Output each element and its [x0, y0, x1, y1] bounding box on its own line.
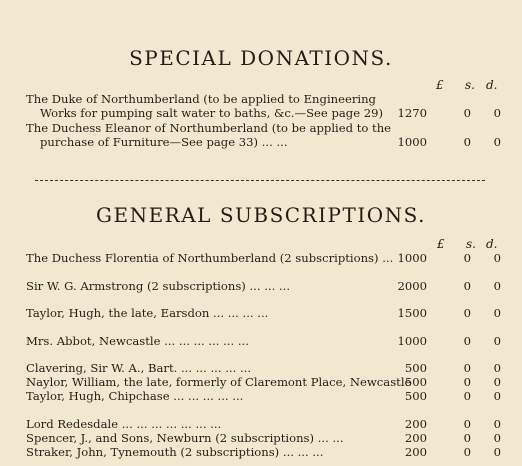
amount-pence: 0: [493, 279, 501, 293]
amount-pence: 0: [493, 251, 501, 265]
amount-pence: 0: [493, 306, 501, 320]
amount-pounds: 500: [404, 361, 427, 375]
amount-pounds: 500: [404, 375, 427, 389]
subscription-row: [0, 417, 522, 431]
amount-pounds: 500: [404, 389, 427, 403]
pence-column-header: d.: [486, 78, 498, 92]
amount-shillings: 0: [463, 445, 471, 459]
shillings-column-header: s.: [466, 237, 476, 251]
amount-pounds: 200: [404, 445, 427, 459]
shillings-column-header: s.: [465, 78, 475, 92]
special-entry-line: [0, 121, 522, 135]
subscriber-name: The Duchess Florentia of Northumberland (2 subscriptions) ...: [26, 251, 394, 265]
special-donations-heading: SPECIAL DONATIONS.: [129, 46, 393, 70]
pence-column-header: d.: [486, 237, 498, 251]
subscription-row: [0, 445, 522, 459]
subscription-row: [0, 375, 522, 389]
subscription-row: [0, 431, 522, 445]
amount-shillings: 0: [463, 361, 471, 375]
amount-pounds: 200: [404, 431, 427, 445]
subscription-row: [0, 361, 522, 375]
amount-shillings: 0: [463, 375, 471, 389]
amount-pounds: 2000: [397, 279, 427, 293]
amount-pence: 0: [493, 375, 501, 389]
amount-shillings: 0: [463, 417, 471, 431]
section-divider: [35, 180, 485, 181]
amount-pence: 0: [493, 431, 501, 445]
entry-description: The Duchess Eleanor of Northumberland (to be applied to the: [26, 121, 392, 135]
subscription-row: [0, 334, 522, 348]
entry-description: Works for pumping salt water to baths, &c.—See page 29): [40, 106, 384, 120]
subscriber-name: Mrs. Abbot, Newcastle ... ... ... ... ... ...: [26, 334, 249, 348]
amount-shillings: 0: [463, 431, 471, 445]
amount-pounds: 1500: [397, 306, 427, 320]
amount-shillings: 0: [463, 389, 471, 403]
subscriber-name: Lord Redesdale ... ... ... ... ... ... ...: [26, 417, 222, 431]
general-subscriptions-heading: GENERAL SUBSCRIPTIONS.: [96, 203, 426, 227]
amount-pence: 0: [493, 445, 501, 459]
amount-pounds: 1000: [397, 334, 427, 348]
subscription-row: [0, 251, 522, 265]
subscriber-name: Sir W. G. Armstrong (2 subscriptions) ... ... ...: [26, 279, 291, 293]
subscriber-name: Straker, John, Tynemouth (2 subscriptions) ... ... ...: [26, 445, 324, 459]
amount-pence: 0: [493, 417, 501, 431]
pounds-column-header: £: [436, 78, 444, 92]
special-entry-line: [0, 92, 522, 106]
special-entry-line: [0, 135, 522, 149]
subscriber-name: Clavering, Sir W. A., Bart. ... ... ... ... ...: [26, 361, 252, 375]
subscriber-name: Taylor, Hugh, Chipchase ... ... ... ... ...: [26, 389, 244, 403]
amount-pence: 0: [493, 389, 501, 403]
subscription-row: [0, 389, 522, 403]
amount-pounds: 1000: [397, 135, 427, 149]
amount-shillings: 0: [463, 279, 471, 293]
pounds-column-header: £: [437, 237, 445, 251]
amount-pence: 0: [493, 106, 501, 120]
amount-pence: 0: [493, 135, 501, 149]
amount-shillings: 0: [463, 135, 471, 149]
amount-shillings: 0: [463, 306, 471, 320]
amount-shillings: 0: [463, 251, 471, 265]
entry-description: The Duke of Northumberland (to be applied to Engineering: [26, 92, 376, 106]
amount-pounds: 1000: [397, 251, 427, 265]
amount-pounds: 1270: [397, 106, 427, 120]
subscription-row: [0, 279, 522, 293]
subscription-row: [0, 306, 522, 320]
amount-pence: 0: [493, 334, 501, 348]
special-entry-line: [0, 106, 522, 120]
amount-shillings: 0: [463, 334, 471, 348]
amount-pounds: 200: [404, 417, 427, 431]
subscriber-name: Spencer, J., and Sons, Newburn (2 subscriptions) ... ...: [26, 431, 344, 445]
amount-pence: 0: [493, 361, 501, 375]
subscriber-name: Taylor, Hugh, the late, Earsdon ... ... ... ...: [26, 306, 269, 320]
entry-description: purchase of Furniture—See page 33) ... ...: [40, 135, 288, 149]
subscriber-name: Naylor, William, the late, formerly of Claremont Place, Newcastle: [26, 375, 412, 389]
amount-shillings: 0: [463, 106, 471, 120]
